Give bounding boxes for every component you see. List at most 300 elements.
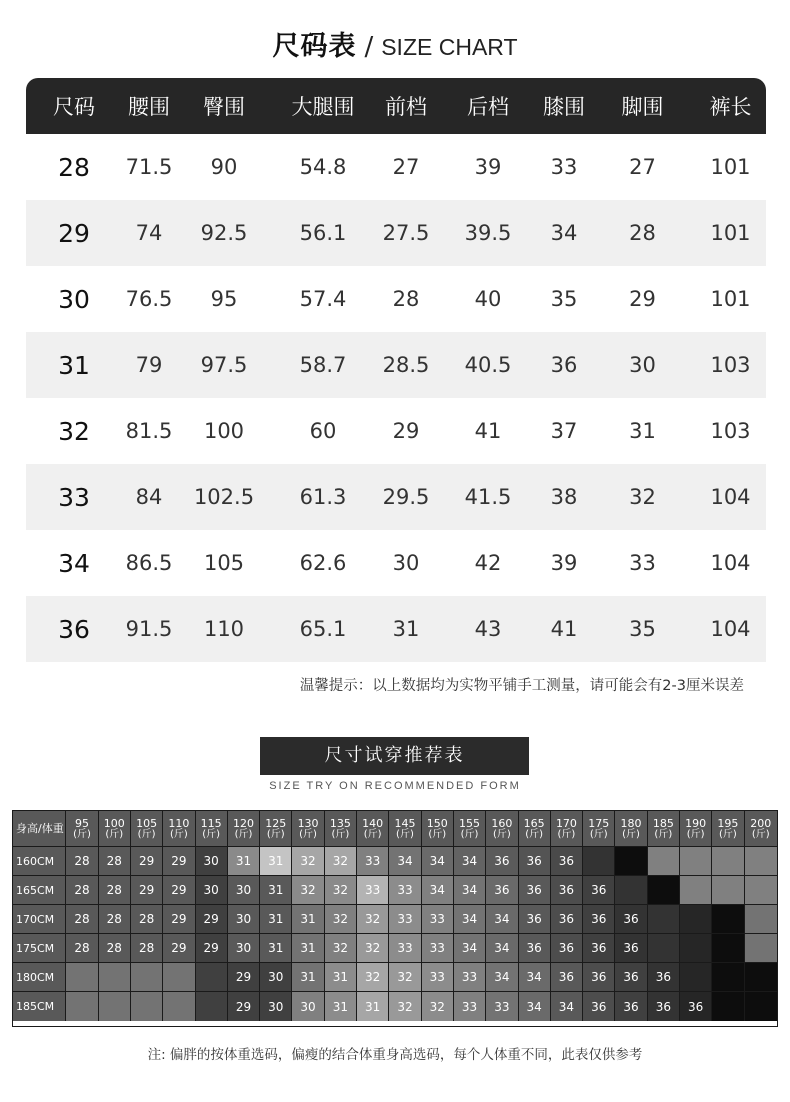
recommend-cell: 32 xyxy=(422,992,454,1021)
recommend-cell: 36 xyxy=(519,847,551,876)
weight-value: 115 xyxy=(200,816,222,830)
weight-value: 100 xyxy=(103,816,125,830)
size-cell: 42 xyxy=(474,551,502,575)
recommend-cell: 36 xyxy=(615,934,647,963)
recommend-cell: 36 xyxy=(583,963,615,992)
recommend-cell: 29 xyxy=(196,905,228,934)
recommend-cell: 34 xyxy=(551,992,583,1021)
weight-unit: (斤) xyxy=(202,828,221,840)
size-cell: 28 xyxy=(629,221,656,245)
recommend-cell: 34 xyxy=(519,992,551,1021)
size-header-cell: 臀围 xyxy=(203,95,245,119)
recommend-cell xyxy=(745,963,777,992)
recommend-cell: 30 xyxy=(228,905,260,934)
size-cell: 33 xyxy=(550,155,578,179)
size-row xyxy=(26,596,766,662)
recommend-cell xyxy=(648,876,680,905)
size-cell: 104 xyxy=(710,485,751,509)
recommend-cell: 31 xyxy=(325,992,357,1021)
recommend-cell: 31 xyxy=(260,876,292,905)
recommend-cell: 30 xyxy=(228,876,260,905)
recommend-cell xyxy=(712,847,744,876)
height-label: 175CM xyxy=(13,934,66,963)
size-cell: 35 xyxy=(550,287,578,311)
recommend-cell xyxy=(163,963,195,992)
weight-unit: (斤) xyxy=(428,828,447,840)
size-cell: 31 xyxy=(58,350,90,380)
height-label: 165CM xyxy=(13,876,66,905)
recommend-cell xyxy=(196,963,228,992)
size-cell: 95 xyxy=(210,287,238,311)
size-row xyxy=(26,200,766,266)
recommend-cell xyxy=(680,876,712,905)
recommend-cell xyxy=(680,847,712,876)
recommend-cell xyxy=(66,992,98,1021)
recommend-cell: 36 xyxy=(583,905,615,934)
weight-header-cell xyxy=(422,811,454,847)
size-cell: 101 xyxy=(710,155,751,179)
recommend-row xyxy=(13,934,777,963)
recommend-cell: 34 xyxy=(519,963,551,992)
recommend-title: 尺寸试穿推荐表 xyxy=(260,737,529,775)
recommend-cell: 31 xyxy=(260,905,292,934)
recommend-cell xyxy=(163,992,195,1021)
size-cell: 101 xyxy=(710,287,751,311)
recommend-cell xyxy=(99,963,131,992)
size-cell: 65.1 xyxy=(299,617,347,641)
size-cell: 103 xyxy=(710,419,751,443)
size-cell: 30 xyxy=(629,353,656,377)
size-cell: 28.5 xyxy=(382,353,430,377)
recommend-cell: 33 xyxy=(389,934,421,963)
recommend-cell: 32 xyxy=(389,963,421,992)
recommend-row xyxy=(13,847,777,876)
recommend-cell xyxy=(615,876,647,905)
recommend-cell: 31 xyxy=(260,847,292,876)
recommend-cell: 36 xyxy=(551,963,583,992)
recommend-row xyxy=(13,992,777,1021)
page-title xyxy=(0,24,790,63)
weight-header-cell xyxy=(357,811,389,847)
weight-unit: (斤) xyxy=(751,828,770,840)
weight-value: 175 xyxy=(588,816,610,830)
weight-value: 150 xyxy=(426,816,448,830)
weight-value: 110 xyxy=(168,816,190,830)
size-cell: 104 xyxy=(710,551,751,575)
recommend-row xyxy=(13,876,777,905)
weight-value: 195 xyxy=(717,816,739,830)
recommend-cell: 30 xyxy=(260,992,292,1021)
recommend-cell: 28 xyxy=(99,847,131,876)
recommend-cell: 29 xyxy=(131,876,163,905)
size-cell: 29 xyxy=(629,287,656,311)
recommend-cell xyxy=(745,876,777,905)
size-cell: 60 xyxy=(309,419,337,443)
recommend-cell xyxy=(745,905,777,934)
recommend-cell: 28 xyxy=(99,876,131,905)
recommend-cell: 30 xyxy=(228,934,260,963)
recommend-cell: 29 xyxy=(131,847,163,876)
recommend-cell: 32 xyxy=(325,876,357,905)
recommend-cell: 29 xyxy=(228,963,260,992)
recommend-cell: 32 xyxy=(357,905,389,934)
weight-value: 130 xyxy=(297,816,319,830)
weight-unit: (斤) xyxy=(622,828,640,840)
recommend-cell: 30 xyxy=(196,847,228,876)
weight-unit: (斤) xyxy=(331,828,350,840)
recommend-cell: 31 xyxy=(325,963,357,992)
recommend-cell xyxy=(648,905,680,934)
recommend-cell: 30 xyxy=(292,992,324,1021)
recommend-cell: 33 xyxy=(486,992,518,1021)
size-cell: 27.5 xyxy=(382,221,430,245)
size-cell: 41 xyxy=(474,419,502,443)
recommend-cell: 29 xyxy=(163,905,195,934)
size-cell: 54.8 xyxy=(299,155,347,179)
weight-header-cell xyxy=(680,811,712,847)
recommend-cell: 28 xyxy=(99,934,131,963)
recommend-cell: 36 xyxy=(551,847,583,876)
size-row xyxy=(26,464,766,530)
weight-header-cell xyxy=(583,811,615,847)
recommend-cell: 34 xyxy=(486,934,518,963)
size-cell: 81.5 xyxy=(125,419,173,443)
size-cell: 90 xyxy=(210,155,238,179)
size-cell: 28 xyxy=(58,152,90,182)
size-row xyxy=(26,332,766,398)
size-cell: 30 xyxy=(58,284,90,314)
size-cell: 33 xyxy=(58,482,90,512)
size-cell: 79 xyxy=(135,353,163,377)
recommend-cell: 32 xyxy=(357,934,389,963)
recommend-cell xyxy=(712,963,744,992)
recommend-cell: 36 xyxy=(486,876,518,905)
recommend-cell: 34 xyxy=(389,847,421,876)
recommend-cell: 30 xyxy=(196,876,228,905)
size-cell: 62.6 xyxy=(299,551,347,575)
weight-unit: (斤) xyxy=(557,828,576,840)
recommend-cell: 28 xyxy=(66,905,98,934)
size-cell: 91.5 xyxy=(125,617,173,641)
recommend-row xyxy=(13,963,777,992)
recommend-cell: 31 xyxy=(292,934,324,963)
size-header-cell: 膝围 xyxy=(543,95,585,119)
size-header-cell: 腰围 xyxy=(128,95,170,119)
size-cell: 39 xyxy=(474,155,502,179)
weight-value: 165 xyxy=(523,816,545,830)
recommend-corner: 身高/体重 xyxy=(13,811,66,847)
recommend-cell: 36 xyxy=(615,905,647,934)
size-cell: 36 xyxy=(550,353,578,377)
title-en: SIZE CHART xyxy=(381,34,518,60)
recommend-cell: 33 xyxy=(454,992,486,1021)
weight-unit: (斤) xyxy=(137,828,156,840)
size-cell: 38 xyxy=(550,485,578,509)
recommend-header-row xyxy=(13,811,777,847)
recommend-cell: 31 xyxy=(292,905,324,934)
recommend-cell: 36 xyxy=(615,963,647,992)
weight-unit: (斤) xyxy=(654,828,673,840)
size-row xyxy=(26,530,766,596)
recommend-cell: 33 xyxy=(389,876,421,905)
recommend-cell: 36 xyxy=(648,963,680,992)
size-header-cell: 后档 xyxy=(467,95,509,119)
size-cell: 58.7 xyxy=(299,353,347,377)
recommend-cell xyxy=(712,992,744,1021)
size-cell: 33 xyxy=(629,551,656,575)
recommend-cell xyxy=(648,934,680,963)
size-cell: 40 xyxy=(474,287,502,311)
recommend-cell: 28 xyxy=(131,934,163,963)
recommend-cell: 34 xyxy=(454,934,486,963)
size-header-cell: 前档 xyxy=(385,95,427,119)
weight-header-cell xyxy=(615,811,647,847)
weight-unit: (斤) xyxy=(105,828,124,840)
recommend-cell xyxy=(745,992,777,1021)
size-cell: 84 xyxy=(135,485,163,509)
size-cell: 35 xyxy=(629,617,656,641)
size-cell: 29 xyxy=(58,218,90,248)
recommend-cell: 34 xyxy=(454,876,486,905)
size-cell: 37 xyxy=(550,419,578,443)
recommend-cell: 32 xyxy=(325,905,357,934)
weight-value: 95 xyxy=(74,816,89,830)
recommend-cell: 28 xyxy=(131,905,163,934)
recommend-cell xyxy=(131,963,163,992)
size-cell: 34 xyxy=(58,548,90,578)
weight-unit: (斤) xyxy=(492,828,511,840)
size-cell: 71.5 xyxy=(125,155,173,179)
weight-header-cell xyxy=(519,811,551,847)
recommend-cell: 31 xyxy=(357,992,389,1021)
weight-header-cell xyxy=(228,811,260,847)
recommend-cell xyxy=(745,934,777,963)
size-cell: 32 xyxy=(58,416,90,446)
weight-header-cell xyxy=(99,811,131,847)
recommend-cell xyxy=(99,992,131,1021)
weight-unit: (斤) xyxy=(719,828,737,840)
weight-value: 170 xyxy=(555,816,577,830)
size-cell: 86.5 xyxy=(125,551,173,575)
weight-header-cell xyxy=(486,811,518,847)
weight-value: 145 xyxy=(394,816,416,830)
recommend-cell xyxy=(680,934,712,963)
weight-header-cell xyxy=(131,811,163,847)
recommend-cell: 36 xyxy=(519,934,551,963)
recommend-cell xyxy=(615,847,647,876)
size-header-cell: 大腿围 xyxy=(291,95,355,119)
recommend-cell xyxy=(131,992,163,1021)
weight-value: 135 xyxy=(329,816,351,830)
size-cell: 100 xyxy=(203,419,245,443)
recommend-cell xyxy=(196,992,228,1021)
recommend-cell: 36 xyxy=(583,992,615,1021)
recommend-cell: 29 xyxy=(163,876,195,905)
recommend-cell xyxy=(712,876,744,905)
recommend-cell xyxy=(745,847,777,876)
weight-value: 190 xyxy=(685,816,707,830)
recommend-cell: 31 xyxy=(292,963,324,992)
recommend-cell: 31 xyxy=(260,934,292,963)
size-cell: 28 xyxy=(392,287,420,311)
recommend-cell: 33 xyxy=(422,934,454,963)
weight-header-cell xyxy=(745,811,777,847)
weight-value: 160 xyxy=(491,816,513,830)
weight-value: 180 xyxy=(620,816,642,830)
height-label: 185CM xyxy=(13,992,66,1021)
recommend-cell: 36 xyxy=(551,876,583,905)
size-cell: 104 xyxy=(710,617,751,641)
recommend-cell: 36 xyxy=(519,905,551,934)
weight-header-cell xyxy=(389,811,421,847)
title-cn: 尺码表 xyxy=(272,31,357,62)
size-cell: 76.5 xyxy=(125,287,173,311)
recommend-cell: 33 xyxy=(357,876,389,905)
recommend-cell: 29 xyxy=(163,847,195,876)
recommend-cell: 33 xyxy=(422,963,454,992)
recommend-cell: 33 xyxy=(454,963,486,992)
size-cell: 29.5 xyxy=(382,485,430,509)
recommend-cell: 36 xyxy=(680,992,712,1021)
weight-unit: (斤) xyxy=(460,828,479,840)
size-cell: 103 xyxy=(710,353,751,377)
size-cell: 27 xyxy=(629,155,656,179)
size-cell: 102.5 xyxy=(193,485,255,509)
recommend-cell xyxy=(583,847,615,876)
footnote: 注: 偏胖的按体重选码，偏瘦的结合体重身高选码，每个人体重不同，此表仅供参考 xyxy=(147,1047,643,1063)
weight-unit: (斤) xyxy=(363,828,382,840)
recommend-cell: 28 xyxy=(99,905,131,934)
recommend-cell: 34 xyxy=(454,847,486,876)
weight-unit: (斤) xyxy=(73,828,91,840)
weight-value: 155 xyxy=(459,816,481,830)
size-cell: 29 xyxy=(392,419,420,443)
size-chart-table xyxy=(26,78,766,662)
height-label: 160CM xyxy=(13,847,66,876)
height-label: 180CM xyxy=(13,963,66,992)
weight-unit: (斤) xyxy=(396,828,414,840)
weight-header-cell xyxy=(712,811,744,847)
size-cell: 36 xyxy=(58,614,90,644)
weight-header-cell xyxy=(551,811,583,847)
weight-header-cell xyxy=(196,811,228,847)
recommend-cell: 34 xyxy=(422,847,454,876)
recommend-cell: 28 xyxy=(66,847,98,876)
size-cell: 31 xyxy=(629,419,656,443)
title-separator: / xyxy=(364,32,374,62)
recommend-cell: 36 xyxy=(583,934,615,963)
recommend-subtitle: SIZE TRY ON RECOMMENDED FORM xyxy=(269,780,521,792)
size-cell: 43 xyxy=(474,617,502,641)
recommend-cell: 29 xyxy=(196,934,228,963)
recommend-cell: 36 xyxy=(615,992,647,1021)
recommend-cell: 30 xyxy=(260,963,292,992)
weight-value: 185 xyxy=(652,816,674,830)
size-cell: 92.5 xyxy=(200,221,248,245)
recommend-cell xyxy=(648,847,680,876)
recommend-cell xyxy=(66,963,98,992)
size-cell: 34 xyxy=(550,221,578,245)
size-header-cell: 裤长 xyxy=(709,95,752,119)
weight-unit: (斤) xyxy=(525,828,544,840)
weight-value: 140 xyxy=(362,816,384,830)
weight-header-cell xyxy=(325,811,357,847)
size-row xyxy=(26,266,766,332)
recommend-cell: 29 xyxy=(163,934,195,963)
recommend-cell: 33 xyxy=(389,905,421,934)
recommend-cell: 36 xyxy=(519,876,551,905)
recommend-row xyxy=(13,905,777,934)
recommend-cell: 29 xyxy=(228,992,260,1021)
recommend-cell: 32 xyxy=(325,847,357,876)
weight-unit: (斤) xyxy=(266,828,285,840)
recommend-cell: 33 xyxy=(422,905,454,934)
size-cell: 41 xyxy=(550,617,578,641)
height-label: 170CM xyxy=(13,905,66,934)
recommend-cell: 36 xyxy=(648,992,680,1021)
recommend-cell: 36 xyxy=(583,876,615,905)
size-cell: 74 xyxy=(135,221,163,245)
size-cell: 39.5 xyxy=(464,221,512,245)
size-cell: 57.4 xyxy=(299,287,347,311)
recommend-grid xyxy=(12,810,778,1027)
size-cell: 31 xyxy=(392,617,420,641)
size-row xyxy=(26,134,766,200)
weight-unit: (斤) xyxy=(686,828,705,840)
size-cell: 101 xyxy=(710,221,751,245)
recommend-cell: 32 xyxy=(325,934,357,963)
recommend-cell: 28 xyxy=(66,934,98,963)
recommend-cell xyxy=(680,905,712,934)
weight-unit: (斤) xyxy=(169,828,188,840)
recommend-cell: 28 xyxy=(66,876,98,905)
size-chart-header xyxy=(26,78,766,134)
size-header-cell: 尺码 xyxy=(53,95,95,119)
weight-header-cell xyxy=(454,811,486,847)
size-cell: 97.5 xyxy=(200,353,248,377)
size-cell: 41.5 xyxy=(464,485,512,509)
weight-unit: (斤) xyxy=(234,828,253,840)
weight-value: 125 xyxy=(265,816,287,830)
recommend-cell xyxy=(680,963,712,992)
recommend-cell: 34 xyxy=(422,876,454,905)
size-cell: 32 xyxy=(629,485,656,509)
weight-value: 105 xyxy=(136,816,158,830)
recommend-cell: 34 xyxy=(486,905,518,934)
weight-value: 120 xyxy=(232,816,254,830)
weight-header-cell xyxy=(163,811,195,847)
weight-unit: (斤) xyxy=(589,828,608,840)
recommend-cell: 34 xyxy=(454,905,486,934)
recommend-cell: 32 xyxy=(292,847,324,876)
weight-value: 200 xyxy=(750,816,772,830)
weight-header-cell xyxy=(66,811,98,847)
size-cell: 39 xyxy=(550,551,578,575)
recommend-cell: 32 xyxy=(357,963,389,992)
size-cell: 27 xyxy=(392,155,420,179)
recommend-cell: 36 xyxy=(551,934,583,963)
weight-header-cell xyxy=(648,811,680,847)
recommend-cell xyxy=(712,905,744,934)
recommend-cell: 33 xyxy=(357,847,389,876)
size-cell: 61.3 xyxy=(299,485,347,509)
size-cell: 40.5 xyxy=(464,353,512,377)
recommend-cell xyxy=(712,934,744,963)
recommend-cell: 36 xyxy=(551,905,583,934)
size-cell: 56.1 xyxy=(299,221,347,245)
size-cell: 105 xyxy=(203,551,245,575)
size-header-cell: 脚围 xyxy=(621,95,664,119)
